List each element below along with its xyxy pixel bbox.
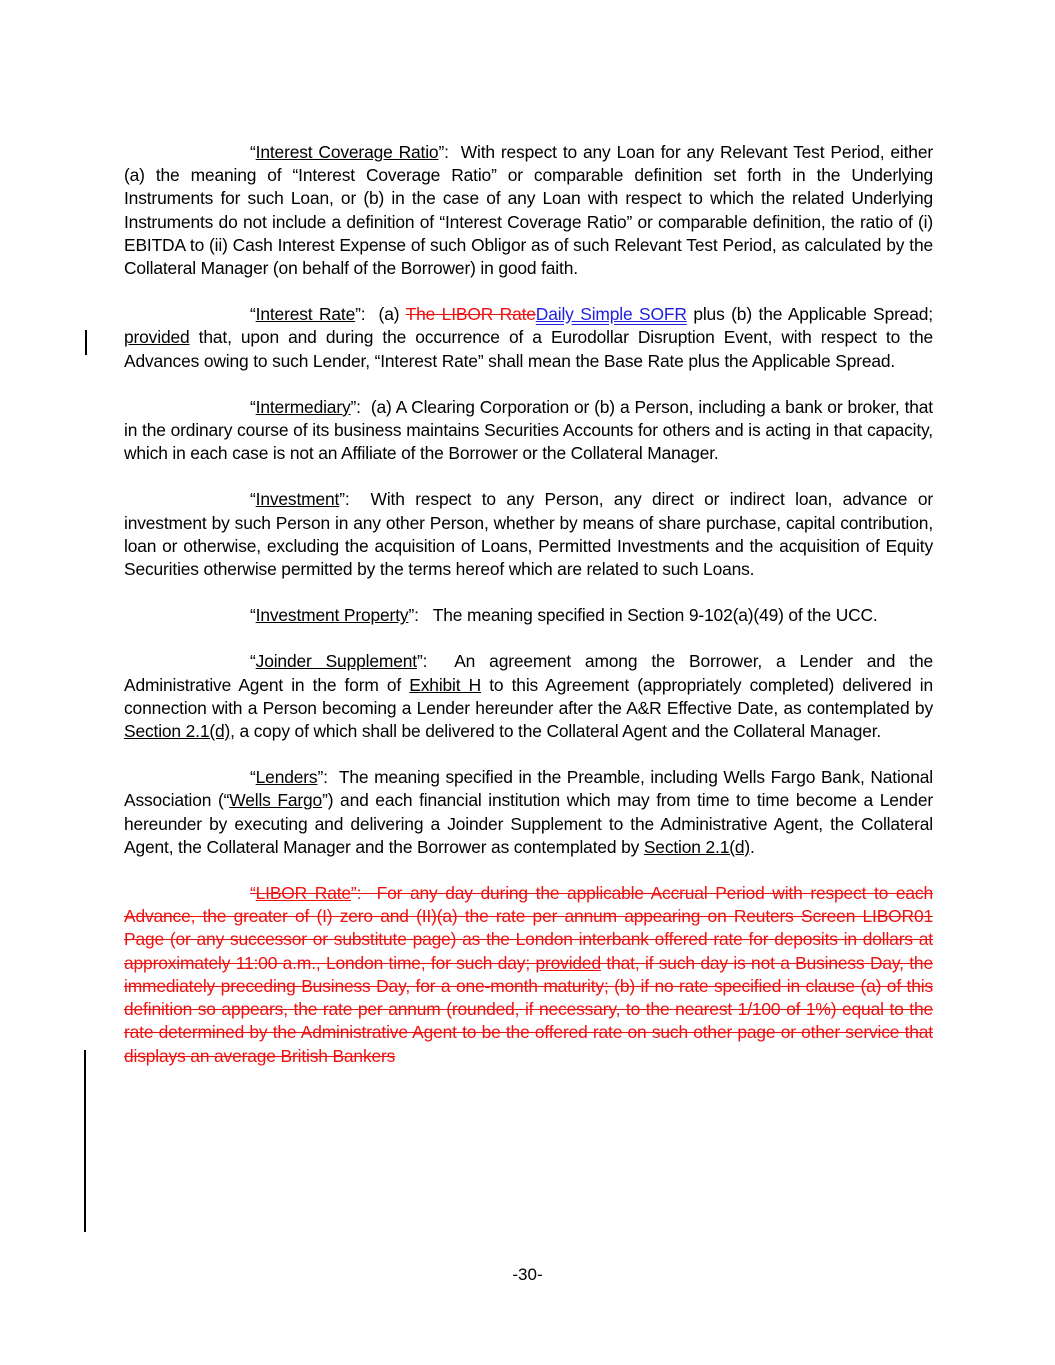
revision-change-bar — [85, 330, 87, 355]
text-run-term: Wells Fargo — [229, 790, 323, 811]
para-interest-coverage-ratio — [124, 141, 933, 280]
document-body — [124, 141, 933, 1091]
text-run-term: Joinder Supplement — [255, 651, 417, 672]
text-run-plain: ”: With respect to any Loan for any Relevant Test Period, either (a) the meaning of “Interest Coverage Ratio” or comparable definition set forth in the Underlying Instruments for such Loan, or (b) in the case of any Loan with respect to which the related Underlying Instruments do not include a definition of “Interest Coverage Ratio” or comparable definition, the ratio of (i) EBITDA to (ii) Cash Interest Expense of such Obligor as of such Relevant Test Period, as calculated by the Collateral Manager (on behalf of the Borrower) in good faith. — [124, 142, 933, 279]
text-run-plain: , a copy of which shall be delivered to the Collateral Agent and the Collateral Manager. — [230, 721, 882, 742]
text-run-plain: “ — [250, 396, 256, 417]
text-run-term: Interest Rate — [255, 304, 356, 325]
text-run-plain: to this Agreement (appropriately completed) delivered in connection with a Person becoming a Lender hereunder after the A&R Effective Date, as contemplated by — [124, 674, 933, 718]
text-run-term: Intermediary — [255, 396, 351, 417]
text-run-plain: ”) and each financial institution which may from time to time become a Lender hereunder by executing and delivering a Joinder Supplement to the Administrative Agent, the Collateral Agent, the Collateral Manager and the Borrower as contemplated by — [124, 790, 933, 857]
page-number: -30- — [512, 1265, 543, 1284]
para-lenders — [124, 766, 933, 859]
text-run-plain: ”: The meaning specified in the Preamble, including Wells Fargo Bank, National Association (“ — [124, 767, 933, 811]
text-run-delterm: provided — [535, 952, 601, 973]
para-investment — [124, 488, 933, 581]
text-run-term: Lenders — [255, 767, 318, 788]
text-run-plain: ”: With respect to any Person, any direct or indirect loan, advance or investment by such Person in any other Person, whether by means of share purchase, capital contribution, loan or otherwise, excluding the acquisition of Loans, Permitted Investments and the acquisition of Equity Securities otherwise permitted by the terms hereof which are related to such Loans. — [124, 489, 933, 580]
text-run-term: Interest Coverage Ratio — [255, 142, 439, 162]
text-run-term: provided — [124, 327, 190, 348]
page-footer — [0, 1263, 1055, 1286]
text-run-plain: plus (b) the Applicable Spread; — [686, 304, 933, 325]
para-libor-rate-deleted — [124, 882, 933, 1068]
text-run-plain: that, upon and during the occurrence of a Eurodollar Disruption Event, with respect to the Advances owing to such Lender, “Interest Rate” shall mean the Base Rate plus the Applicable Spread. — [124, 327, 933, 371]
text-run-term: Investment Property — [255, 605, 409, 626]
text-run-plain: “ — [250, 142, 256, 162]
text-run-del: ”: For any day during the applicable Accrual Period with respect to each Advance, the greater of (I) zero and (II)(a) the rate per annum appearing on Reuters Screen LIBOR01 Page (or any successor or substitute page) as the London interbank offered rate for deposits in dollars at approximately 11:00 a.m., London time, for such day; — [124, 883, 933, 973]
text-run-plain: “ — [250, 489, 256, 510]
text-run-del: The LIBOR Rate — [405, 304, 536, 325]
text-run-term: Exhibit H — [409, 674, 482, 695]
text-run-plain: ”: (a) A Clearing Corporation or (b) a Person, including a bank or broker, that in the ordinary course of its business maintains Securities Accounts for others and is acting in that capacity, which in each case is not an Affiliate of the Borrower or the Collateral Manager. — [124, 396, 933, 464]
text-run-plain: “ — [250, 767, 256, 788]
text-run-plain: “ — [250, 605, 256, 626]
text-run-term: Section 2.1(d) — [124, 721, 231, 742]
para-intermediary — [124, 396, 933, 466]
text-run-plain: ”: An agreement among the Borrower, a Lender and the Administrative Agent in the form of — [124, 651, 934, 695]
text-run-term: Investment — [255, 489, 340, 510]
text-run-plain: “ — [250, 651, 256, 672]
revision-change-bar — [84, 1050, 86, 1232]
para-investment-property — [124, 604, 933, 627]
para-joinder-supplement — [124, 650, 933, 743]
text-run-del: “ — [250, 883, 256, 904]
text-run-plain: . — [750, 836, 755, 857]
text-run-term: Section 2.1(d) — [643, 836, 751, 857]
text-run-plain: ”: (a) — [355, 304, 406, 325]
text-run-ins: Daily Simple SOFR — [535, 304, 687, 325]
text-run-plain: ”: The meaning specified in Section 9-102(a)(49) of the UCC. — [408, 605, 878, 626]
text-run-del: that, if such day is not a Business Day, the immediately preceding Business Day, for a one-month maturity; (b) if no rate specified in clause (a) of this definition so appears, the rate per annum (rounded, if necessary, to the nearest 1/100 of 1%) equal to the rate determined by the Administrative Agent to be the offered rate on such other page or other service that displays an average British Bankers — [124, 952, 933, 1066]
text-run-plain: “ — [250, 304, 256, 325]
text-run-delterm: LIBOR Rate — [255, 883, 351, 904]
para-interest-rate — [124, 303, 933, 373]
